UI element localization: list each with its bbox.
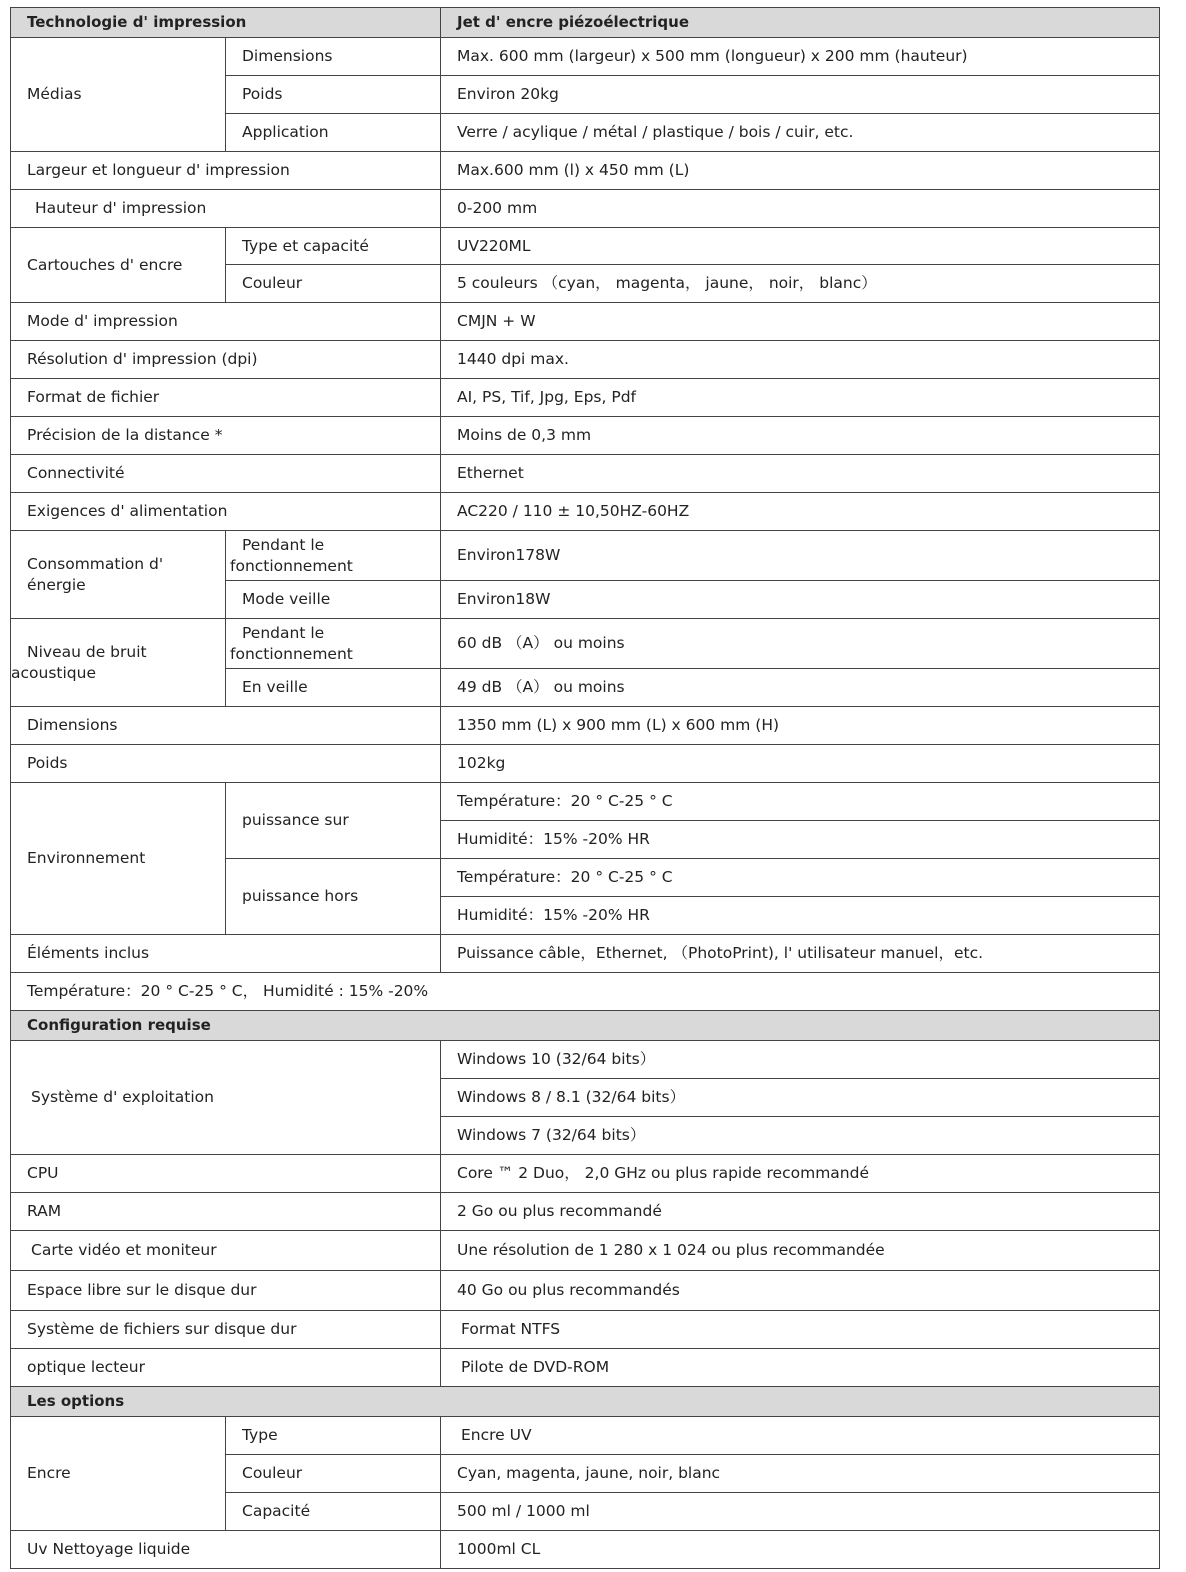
fichiers-label: Système de fichiers sur disque dur bbox=[11, 1311, 441, 1349]
table-row bbox=[11, 228, 1160, 265]
table-row bbox=[11, 745, 1160, 783]
table-row bbox=[11, 1531, 1160, 1569]
label-line: Niveau de bruit bbox=[27, 642, 147, 661]
format-label: Format de fichier bbox=[11, 379, 441, 417]
table-row bbox=[11, 619, 1160, 669]
resolution-label: Résolution d' impression (dpi) bbox=[11, 341, 441, 379]
elements-label: Éléments inclus bbox=[11, 935, 441, 973]
consommation-fonctionnement-label bbox=[226, 531, 441, 581]
encre-type-label: Type bbox=[226, 1417, 441, 1455]
cpu-value: Core ™ 2 Duo， 2,0 GHz ou plus rapide recommandé bbox=[441, 1155, 1160, 1193]
label-line: acoustique bbox=[11, 663, 96, 682]
consommation-label: Consommation d' énergie bbox=[11, 531, 226, 619]
connectivite-value: Ethernet bbox=[441, 455, 1160, 493]
encre-couleur-value: Cyan, magenta, jaune, noir, blanc bbox=[441, 1455, 1160, 1493]
header-row bbox=[11, 8, 1160, 38]
environnement-hors-humidite: Humidité：15% -20% HR bbox=[441, 897, 1160, 935]
bruit-veille-value: 49 dB （A） ou moins bbox=[441, 669, 1160, 707]
environnement-sur-humidite: Humidité：15% -20% HR bbox=[441, 821, 1160, 859]
environnement-sur-temperature: Température：20 ° C-25 ° C bbox=[441, 783, 1160, 821]
connectivite-label: Connectivité bbox=[11, 455, 441, 493]
table-row bbox=[11, 379, 1160, 417]
label-line: fonctionnement bbox=[230, 556, 353, 575]
table-row bbox=[11, 1155, 1160, 1193]
table-row bbox=[11, 1349, 1160, 1387]
header-label: Technologie d' impression bbox=[11, 8, 441, 38]
largeur-label: Largeur et longueur d' impression bbox=[11, 152, 441, 190]
table-row bbox=[11, 493, 1160, 531]
table-row bbox=[11, 38, 1160, 76]
alimentation-label: Exigences d' alimentation bbox=[11, 493, 441, 531]
encre-type-value: Encre UV bbox=[441, 1417, 1160, 1455]
hauteur-value: 0-200 mm bbox=[441, 190, 1160, 228]
note-text: Température：20 ° C-25 ° C， Humidité : 15% -20% bbox=[11, 973, 1160, 1011]
table-row bbox=[11, 531, 1160, 581]
medias-dimensions-value: Max. 600 mm (largeur) x 500 mm (longueur) x 200 mm (hauteur) bbox=[441, 38, 1160, 76]
table-row bbox=[11, 341, 1160, 379]
environnement-sur-label: puissance sur bbox=[226, 783, 441, 859]
bruit-fonctionnement-label bbox=[226, 619, 441, 669]
bruit-veille-label: En veille bbox=[226, 669, 441, 707]
consommation-veille-label: Mode veille bbox=[226, 581, 441, 619]
header-value: Jet d' encre piézoélectrique bbox=[441, 8, 1160, 38]
cartouches-label: Cartouches d' encre bbox=[11, 228, 226, 303]
medias-application-value: Verre / acylique / métal / plastique / bois / cuir, etc. bbox=[441, 114, 1160, 152]
bruit-label bbox=[11, 619, 226, 707]
precision-value: Moins de 0,3 mm bbox=[441, 417, 1160, 455]
table-row bbox=[11, 1231, 1160, 1271]
table-row bbox=[11, 190, 1160, 228]
table-row bbox=[11, 935, 1160, 973]
table-row bbox=[11, 1271, 1160, 1311]
os-value: Windows 10 (32/64 bits） bbox=[441, 1041, 1160, 1079]
encre-label: Encre bbox=[11, 1417, 226, 1531]
hauteur-label: Hauteur d' impression bbox=[11, 190, 441, 228]
os-value: Windows 8 / 8.1 (32/64 bits） bbox=[441, 1079, 1160, 1117]
fichiers-value: Format NTFS bbox=[441, 1311, 1160, 1349]
table-row bbox=[11, 1311, 1160, 1349]
encre-couleur-label: Couleur bbox=[226, 1455, 441, 1493]
poids-label: Poids bbox=[11, 745, 441, 783]
label-line: fonctionnement bbox=[230, 644, 353, 663]
cartouches-type-value: UV220ML bbox=[441, 228, 1160, 265]
largeur-value: Max.600 mm (l) x 450 mm (L) bbox=[441, 152, 1160, 190]
environnement-label: Environnement bbox=[11, 783, 226, 935]
os-value: Windows 7 (32/64 bits） bbox=[441, 1117, 1160, 1155]
table-row bbox=[11, 707, 1160, 745]
carte-value: Une résolution de 1 280 x 1 024 ou plus recommandée bbox=[441, 1231, 1160, 1271]
carte-label: Carte vidéo et moniteur bbox=[11, 1231, 441, 1271]
nettoyage-label: Uv Nettoyage liquide bbox=[11, 1531, 441, 1569]
label-line: Pendant le bbox=[242, 535, 325, 554]
dimensions-value: 1350 mm (L) x 900 mm (L) x 600 mm (H) bbox=[441, 707, 1160, 745]
consommation-veille-value: Environ18W bbox=[441, 581, 1160, 619]
table-row bbox=[11, 417, 1160, 455]
cpu-label: CPU bbox=[11, 1155, 441, 1193]
medias-poids-label: Poids bbox=[226, 76, 441, 114]
config-title: Configuration requise bbox=[11, 1011, 1160, 1041]
bruit-fonctionnement-value: 60 dB （A） ou moins bbox=[441, 619, 1160, 669]
alimentation-value: AC220 / 110 ± 10,50HZ-60HZ bbox=[441, 493, 1160, 531]
format-value: AI, PS, Tif, Jpg, Eps, Pdf bbox=[441, 379, 1160, 417]
elements-value: Puissance câble，Ethernet, （PhotoPrint), l' utilisateur manuel，etc. bbox=[441, 935, 1160, 973]
label-line: Pendant le bbox=[242, 623, 325, 642]
espace-value: 40 Go ou plus recommandés bbox=[441, 1271, 1160, 1311]
table-row bbox=[11, 783, 1160, 821]
ram-value: 2 Go ou plus recommandé bbox=[441, 1193, 1160, 1231]
nettoyage-value: 1000ml CL bbox=[441, 1531, 1160, 1569]
encre-capacite-label: Capacité bbox=[226, 1493, 441, 1531]
encre-capacite-value: 500 ml / 1000 ml bbox=[441, 1493, 1160, 1531]
environnement-hors-temperature: Température：20 ° C-25 ° C bbox=[441, 859, 1160, 897]
dimensions-label: Dimensions bbox=[11, 707, 441, 745]
os-label: Système d' exploitation bbox=[11, 1041, 441, 1155]
cartouches-couleur-label: Couleur bbox=[226, 265, 441, 303]
precision-label: Précision de la distance * bbox=[11, 417, 441, 455]
table-row bbox=[11, 1041, 1160, 1079]
table-row bbox=[11, 455, 1160, 493]
optique-value: Pilote de DVD-ROM bbox=[441, 1349, 1160, 1387]
cartouches-couleur-value: 5 couleurs （cyan， magenta， jaune， noir， blanc） bbox=[441, 265, 1160, 303]
medias-poids-value: Environ 20kg bbox=[441, 76, 1160, 114]
mode-value: CMJN + W bbox=[441, 303, 1160, 341]
medias-dimensions-label: Dimensions bbox=[226, 38, 441, 76]
espace-label: Espace libre sur le disque dur bbox=[11, 1271, 441, 1311]
optique-label: optique lecteur bbox=[11, 1349, 441, 1387]
medias-label: Médias bbox=[11, 38, 226, 152]
resolution-value: 1440 dpi max. bbox=[441, 341, 1160, 379]
table-row bbox=[11, 1193, 1160, 1231]
table-row bbox=[11, 973, 1160, 1011]
poids-value: 102kg bbox=[441, 745, 1160, 783]
section-header-row bbox=[11, 1387, 1160, 1417]
environnement-hors-label: puissance hors bbox=[226, 859, 441, 935]
mode-label: Mode d' impression bbox=[11, 303, 441, 341]
options-title: Les options bbox=[11, 1387, 1160, 1417]
consommation-fonctionnement-value: Environ178W bbox=[441, 531, 1160, 581]
section-header-row bbox=[11, 1011, 1160, 1041]
ram-label: RAM bbox=[11, 1193, 441, 1231]
table-row bbox=[11, 152, 1160, 190]
medias-application-label: Application bbox=[226, 114, 441, 152]
table-row bbox=[11, 1417, 1160, 1455]
cartouches-type-label: Type et capacité bbox=[226, 228, 441, 265]
table-row bbox=[11, 303, 1160, 341]
spec-table bbox=[10, 7, 1160, 1569]
